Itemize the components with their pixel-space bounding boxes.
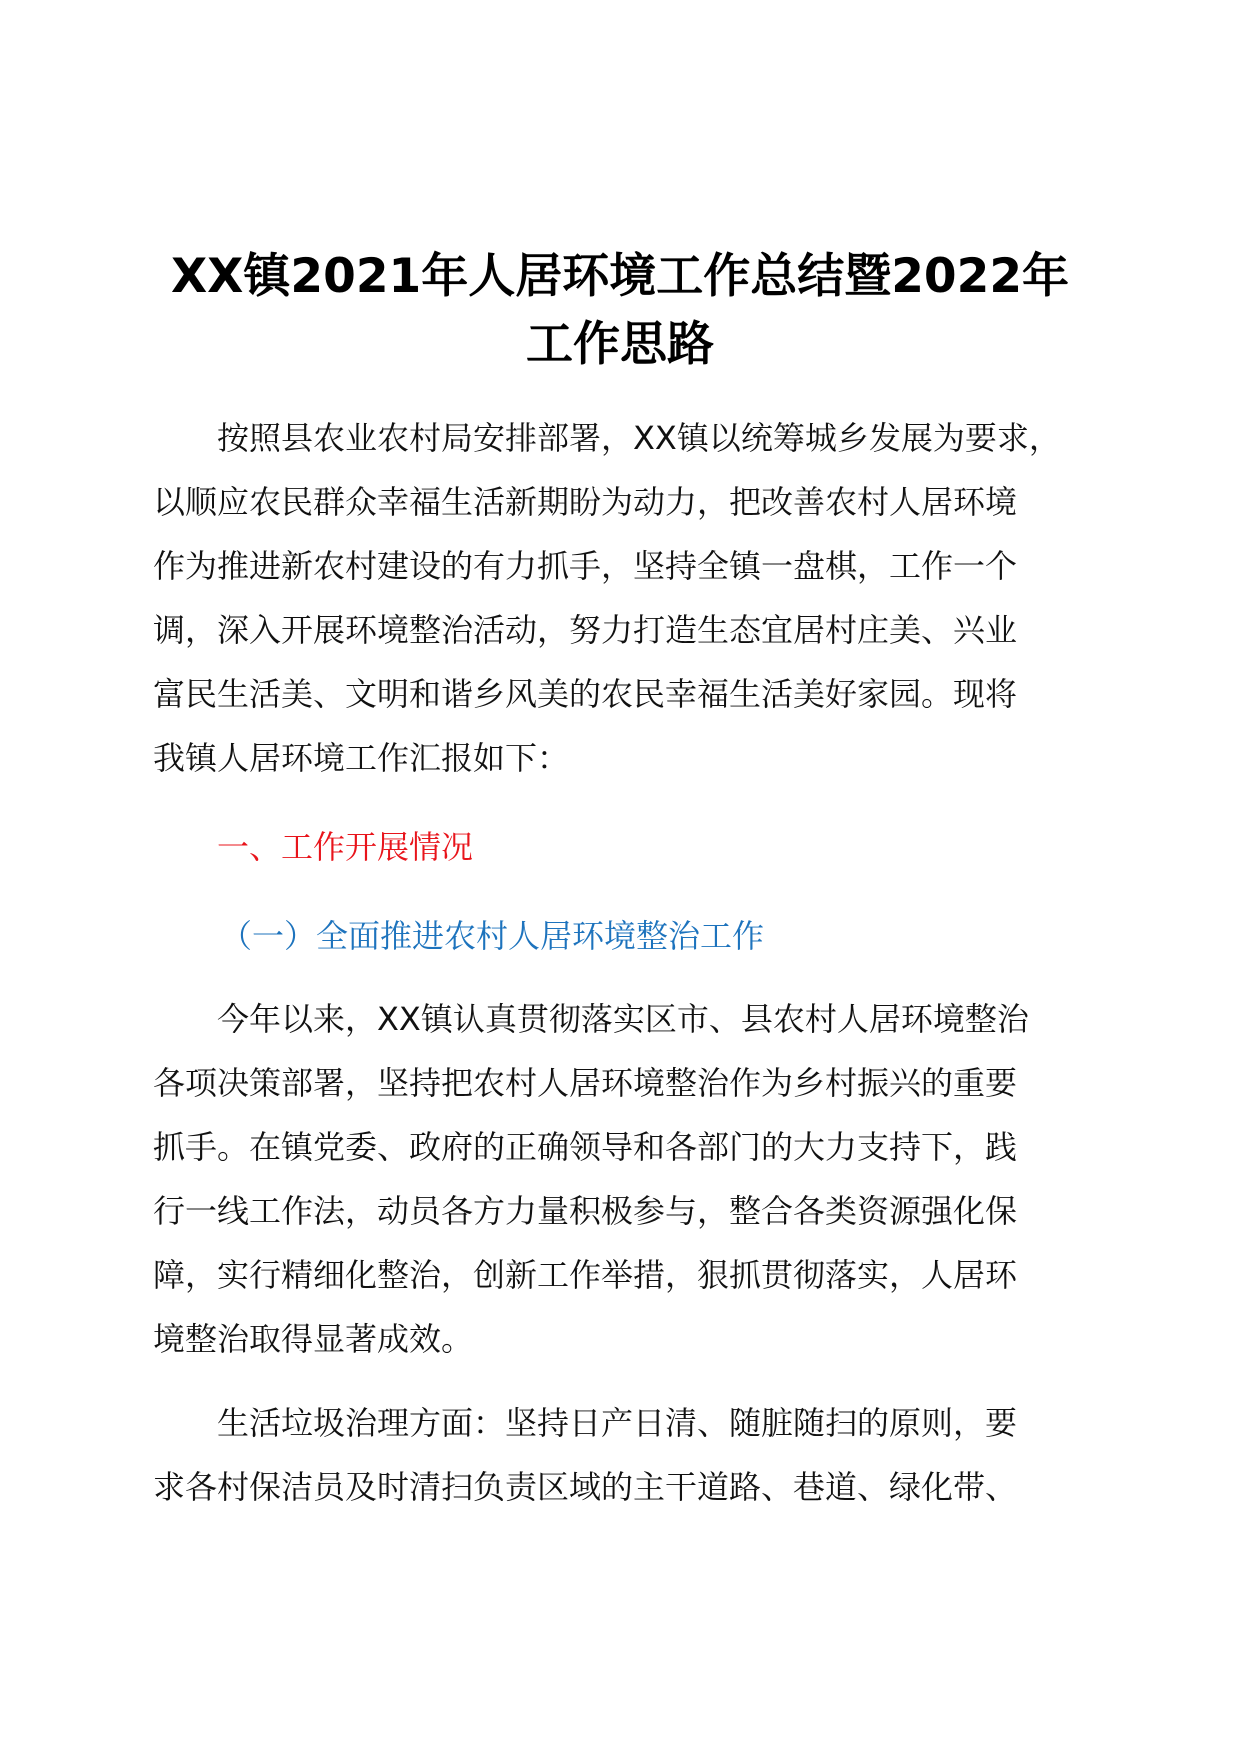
paragraph-garbage-management — [153, 1391, 1087, 1519]
document-title-line-1: XX镇2021年人居环境工作总结暨2022年 — [170, 249, 1070, 304]
paragraph-intro — [153, 406, 1087, 790]
paragraph-line: 障，实行精细化整治，创新工作举措，狠抓贯彻落实，人居环 — [153, 1256, 1018, 1294]
paragraph-line: 调，深入开展环境整治活动，努力打造生态宜居村庄美、兴业 — [153, 611, 1018, 649]
paragraph-line: 富民生活美、文明和谐乡风美的农民幸福生活美好家园。现将 — [153, 675, 1018, 713]
section-heading: 一、工作开展情况 — [217, 828, 474, 866]
paragraph-line: 以顺应农民群众幸福生活新期盼为动力，把改善农村人居环境 — [153, 483, 1018, 521]
paragraph-work-overview — [153, 987, 1087, 1371]
paragraph-line: 今年以来，XX镇认真贯彻落实区市、县农村人居环境整治 — [217, 1000, 1029, 1038]
paragraph-line: 求各村保洁员及时清扫负责区域的主干道路、巷道、绿化带、 — [153, 1468, 1018, 1506]
subsection-heading: （一）全面推进农村人居环境整治工作 — [220, 917, 765, 955]
paragraph-line: 境整治取得显著成效。 — [153, 1320, 474, 1358]
paragraph-line: 各项决策部署，坚持把农村人居环境整治作为乡村振兴的重要 — [153, 1064, 1018, 1102]
paragraph-line: 作为推进新农村建设的有力抓手，坚持全镇一盘棋，工作一个 — [153, 547, 1018, 585]
paragraph-line: 抓手。在镇党委、政府的正确领导和各部门的大力支持下，践 — [153, 1128, 1018, 1166]
paragraph-line: 我镇人居环境工作汇报如下： — [153, 739, 570, 777]
paragraph-line: 生活垃圾治理方面：坚持日产日清、随脏随扫的原则，要 — [217, 1404, 1018, 1442]
document-title-line-2: 工作思路 — [526, 317, 714, 372]
paragraph-line: 行一线工作法，动员各方力量积极参与，整合各类资源强化保 — [153, 1192, 1018, 1230]
paragraph-line: 按照县农业农村局安排部署，XX镇以统筹城乡发展为要求， — [217, 419, 1061, 457]
